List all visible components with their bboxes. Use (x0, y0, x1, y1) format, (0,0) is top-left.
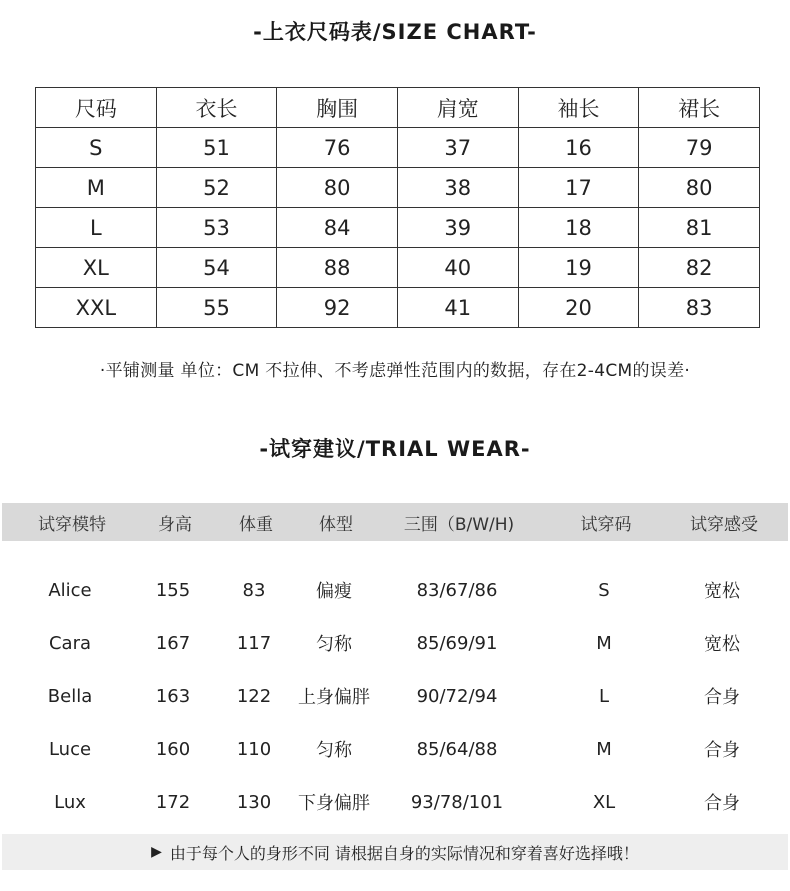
model-name: Lux (54, 791, 86, 813)
table-cell: 40 (397, 248, 518, 288)
table-cell: 83 (639, 288, 760, 328)
body-type: 偏瘦 (316, 581, 352, 602)
table-row (36, 128, 760, 168)
table-cell: 52 (156, 168, 277, 208)
table-cell: 55 (156, 288, 277, 328)
trial-size: M (596, 632, 612, 654)
model-name: Luce (48, 738, 92, 760)
header-cell: 衣长 (156, 88, 277, 128)
table-cell: 88 (277, 248, 398, 288)
trial-header-row (2, 503, 788, 541)
table-cell: 51 (156, 128, 277, 168)
weight-value: 83 (242, 579, 266, 601)
fit-feeling: 宽松 (704, 581, 740, 602)
table-cell: 84 (277, 208, 398, 248)
size-chart-header-row (36, 88, 760, 128)
trial-size: M (596, 738, 612, 760)
body-type: 匀称 (316, 740, 352, 761)
measurements-value: 85/64/88 (416, 738, 498, 760)
size-chart-table (35, 87, 760, 328)
table-cell: 39 (397, 208, 518, 248)
header-cell: 体型 (319, 514, 353, 535)
footer-tip (2, 834, 788, 870)
measurements-value: 85/69/91 (416, 632, 498, 654)
measurements-value: 93/78/101 (410, 791, 504, 813)
table-cell: S (36, 128, 157, 168)
table-row (36, 288, 760, 328)
header-cell: 三围（B/W/H) (403, 514, 515, 535)
measurement-note: ·平铺测量 单位：CM 不拉伸、不考虑弹性范围内的数据，存在2-4CM的误差· (99, 361, 691, 381)
trial-size: S (598, 579, 610, 601)
height-value: 167 (155, 632, 191, 654)
table-cell: 41 (397, 288, 518, 328)
table-cell: 82 (639, 248, 760, 288)
table-row (36, 248, 760, 288)
trial-size: L (598, 685, 610, 707)
table-row (36, 208, 760, 248)
weight-value: 122 (236, 685, 272, 707)
table-cell: L (36, 208, 157, 248)
weight-value: 117 (236, 632, 272, 654)
table-row (0, 681, 790, 711)
height-value: 155 (155, 579, 191, 601)
table-cell: XL (36, 248, 157, 288)
table-cell: 80 (277, 168, 398, 208)
table-cell: 19 (518, 248, 639, 288)
body-type: 上身偏胖 (298, 687, 370, 708)
body-type: 匀称 (316, 634, 352, 655)
table-cell: 92 (277, 288, 398, 328)
table-cell: 16 (518, 128, 639, 168)
table-cell: XXL (36, 288, 157, 328)
table-row (0, 787, 790, 817)
weight-value: 130 (236, 791, 272, 813)
header-cell: 试穿感受 (690, 514, 758, 535)
table-cell: 17 (518, 168, 639, 208)
table-row (36, 168, 760, 208)
table-cell: 76 (277, 128, 398, 168)
table-cell: 81 (639, 208, 760, 248)
table-cell: 80 (639, 168, 760, 208)
footer-tip-text: 由于每个人的身形不同 请根据自身的实际情况和穿着喜好选择哦！ (169, 843, 639, 863)
fit-feeling: 合身 (704, 740, 740, 761)
header-cell: 尺码 (36, 88, 157, 128)
fit-feeling: 宽松 (704, 634, 740, 655)
table-row (0, 734, 790, 764)
model-name: Cara (48, 632, 92, 654)
header-cell: 裙长 (639, 88, 760, 128)
table-cell: 53 (156, 208, 277, 248)
height-value: 172 (155, 791, 191, 813)
header-cell: 试穿模特 (38, 514, 106, 535)
measurements-value: 83/67/86 (416, 579, 498, 601)
header-cell: 袖长 (518, 88, 639, 128)
header-cell: 体重 (239, 514, 273, 535)
fit-feeling: 合身 (704, 793, 740, 814)
height-value: 160 (155, 738, 191, 760)
header-cell: 胸围 (277, 88, 398, 128)
header-cell: 试穿码 (580, 514, 632, 535)
header-cell: 身高 (158, 514, 192, 535)
size-chart-title: -上衣尺码表/SIZE CHART- (253, 20, 537, 44)
table-cell: 18 (518, 208, 639, 248)
measurements-value: 90/72/94 (416, 685, 498, 707)
model-name: Bella (47, 685, 93, 707)
model-name: Alice (48, 579, 92, 601)
table-cell: 54 (156, 248, 277, 288)
table-cell: M (36, 168, 157, 208)
table-cell: 38 (397, 168, 518, 208)
trial-size: XL (592, 791, 616, 813)
table-cell: 37 (397, 128, 518, 168)
body-type: 下身偏胖 (298, 793, 370, 814)
weight-value: 110 (236, 738, 272, 760)
table-cell: 79 (639, 128, 760, 168)
table-cell: 20 (518, 288, 639, 328)
height-value: 163 (155, 685, 191, 707)
trial-wear-title: -试穿建议/TRIAL WEAR- (259, 437, 531, 461)
header-cell: 肩宽 (397, 88, 518, 128)
play-triangle-icon: ▶ (151, 844, 162, 860)
fit-feeling: 合身 (704, 687, 740, 708)
table-row (0, 628, 790, 658)
table-row (0, 575, 790, 605)
